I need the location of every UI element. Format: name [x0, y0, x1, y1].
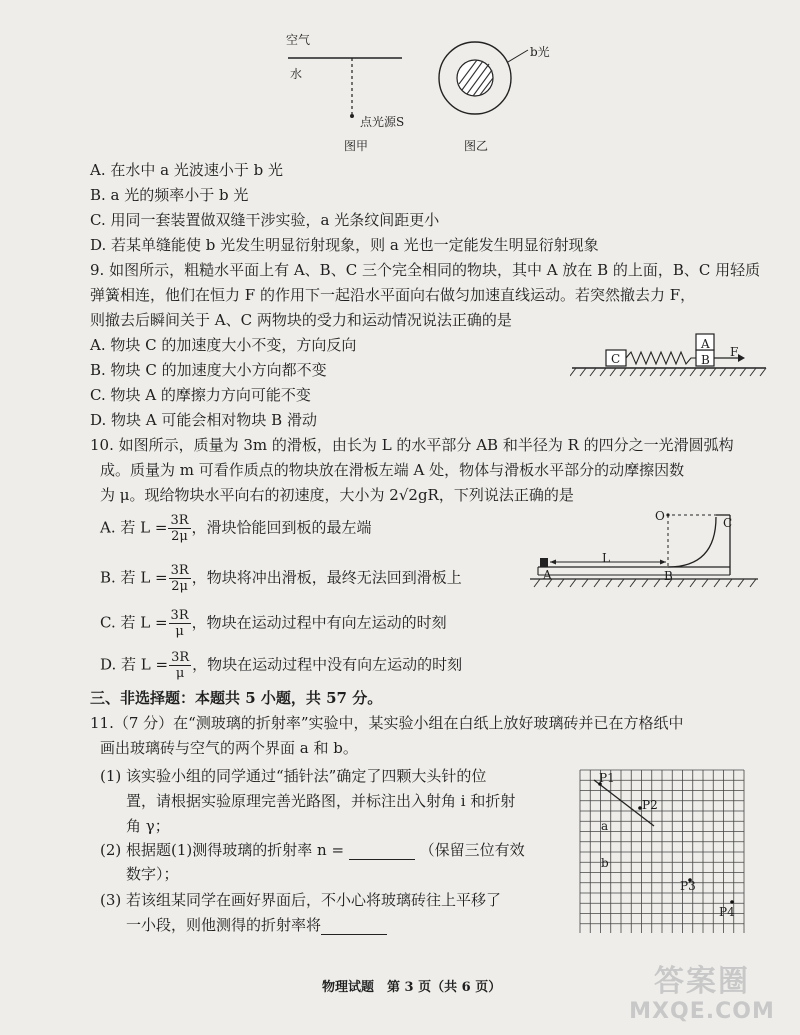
- watermark-logo: [622, 965, 782, 1029]
- q11-part2-line1: (2) 根据题(1)测得玻璃的折射率 n = （保留三位有效: [100, 841, 525, 859]
- q11-part1-line1: (1) 该实验小组的同学通过“插针法”确定了四颗大头针的位: [100, 767, 487, 785]
- q10-label-a: A: [543, 568, 552, 582]
- fraction: $\frac{3R}{\mu}$: [170, 608, 189, 639]
- q10-label-c: C: [723, 516, 733, 530]
- page-footer: 物理试题 第 3 页（共 6 页）: [322, 980, 502, 995]
- q11-part3-line2: 一小段，则他测得的折射率将: [126, 915, 387, 935]
- force-arrowhead: [738, 354, 745, 362]
- floor-hatch: [534, 579, 756, 587]
- fraction: $\frac{3R}{2\mu}$: [170, 563, 189, 594]
- caption-fig-a: 图甲: [344, 139, 369, 153]
- q9-stem-line1: 9. 如图所示，粗糙水平面上有 A、B、C 三个完全相同的物块，其中 A 放在 B 的上面，B、C 用轻质: [90, 261, 761, 279]
- q9-option-b: B. 物块 C 的加速度大小方向都不变: [90, 361, 327, 379]
- q11-part3-line1: (3) 若该组某同学在画好界面后，不小心将玻璃砖往上平移了: [100, 891, 502, 909]
- spring: [626, 352, 696, 364]
- q10-label-b: B: [664, 569, 673, 583]
- answer-blank-change[interactable]: [321, 920, 387, 935]
- q8-option-c: C. 用同一套装置做双缝干涉实验，a 光条纹间距更小: [90, 211, 440, 229]
- point-o: [666, 513, 669, 516]
- q10-stem-line2: 成。质量为 m 可看作质点的物块放在滑板左端 A 处，物体与滑板水平部分的动摩擦因数: [100, 461, 685, 479]
- q8-option-b: B. a 光的频率小于 b 光: [90, 186, 249, 204]
- b-light-label: b光: [530, 45, 550, 59]
- q11-part1-line3: 角 γ；: [126, 817, 170, 835]
- q11-part1-line2: 置，请根据实验原理完善光路图，并标注出入射角 i 和折射: [126, 792, 516, 810]
- answer-blank-n[interactable]: [349, 845, 415, 860]
- b-light-pointer: [508, 50, 528, 62]
- q11-part2-line2: 数字）；: [126, 865, 179, 883]
- caption-fig-b: 图乙: [464, 139, 489, 153]
- grid-label-a: a: [601, 819, 609, 833]
- q8-option-a: A. 在水中 a 光波速小于 b 光: [90, 161, 283, 179]
- q10-option-b: B. 若 L = $\frac{3R}{2\mu}$ ，物块将冲出滑板，最终无法回到滑板上: [100, 563, 462, 594]
- point-source-label: 点光源S: [360, 115, 405, 129]
- q8-option-d: D. 若某单缝能使 b 光发生明显衍射现象，则 a 光也一定能发生明显衍射现象: [90, 236, 599, 254]
- sqrt-expression: √2gR: [398, 486, 439, 504]
- watermark-bottom: MXQE.COM: [629, 999, 775, 1024]
- q11-stem-line1: 11.（7 分）在“测玻璃的折射率”实验中，某实验小组在白纸上放好玻璃砖并已在方格纸中: [90, 714, 684, 732]
- q9-label-f: F: [730, 345, 739, 359]
- q9-option-c: C. 物块 A 的摩擦力方向可能不变: [90, 386, 311, 404]
- length-arrowhead-left: [550, 560, 556, 565]
- q10-option-a: A. 若 L = $\frac{3R}{2\mu}$ ，滑块恰能回到板的最左端: [100, 513, 372, 544]
- q10-label-o: O: [655, 509, 665, 523]
- q9-label-c: C: [611, 352, 621, 366]
- grid-label-b: b: [601, 856, 609, 870]
- q9-figure: [570, 332, 770, 380]
- grid-label-p1: P1: [599, 771, 615, 785]
- section-3-heading: 三、非选择题：本题共 5 小题，共 57 分。: [90, 689, 383, 707]
- q9-option-a: A. 物块 C 的加速度大小不变，方向反向: [90, 336, 357, 354]
- grid-label-p4: P4: [719, 905, 735, 919]
- grid-label-p2: P2: [642, 798, 658, 812]
- q9-label-b: B: [701, 353, 710, 367]
- length-arrowhead-right: [660, 560, 666, 565]
- q9-stem-line3: 则撤去后瞬间关于 A、C 两物块的受力和运动情况说法正确的是: [90, 311, 512, 329]
- q9-option-d: D. 物块 A 可能会相对物块 B 滑动: [90, 411, 317, 429]
- q10-option-d: D. 若 L = $\frac{3R}{\mu}$ ，物块在运动过程中没有向左运动的时刻: [100, 650, 463, 681]
- fraction: $\frac{3R}{\mu}$: [171, 650, 190, 681]
- arc-surface: [668, 517, 716, 567]
- q10-stem-line1: 10. 如图所示，质量为 3m 的滑板，由长为 L 的水平部分 AB 和半径为 R 的四分之一光滑圆弧构: [90, 436, 734, 454]
- q10-label-l: L: [602, 551, 610, 565]
- watermark-top: 答案圈: [654, 964, 750, 999]
- grid-label-p3: P3: [680, 879, 696, 893]
- fraction: $\frac{3R}{2\mu}$: [170, 513, 189, 544]
- q10-option-c: C. 若 L = $\frac{3R}{\mu}$ ，物块在运动过程中有向左运动的时刻: [100, 608, 447, 639]
- q9-stem-line2: 弹簧相连，他们在恒力 F 的作用下一起沿水平面向右做匀加速直线运动。若突然撤去力 F，: [90, 286, 696, 304]
- point-source-dot: [350, 114, 354, 118]
- water-label: 水: [290, 67, 303, 81]
- q11-stem-line2: 画出玻璃砖与空气的两个界面 a 和 b。: [100, 739, 358, 757]
- q10-stem-line3: 为 μ。现给物块水平向右的初速度，大小为 2√2gR，下列说法正确的是: [100, 486, 574, 504]
- air-label: 空气: [286, 33, 311, 47]
- ground-hatch: [570, 368, 766, 376]
- q9-label-a: A: [701, 337, 710, 351]
